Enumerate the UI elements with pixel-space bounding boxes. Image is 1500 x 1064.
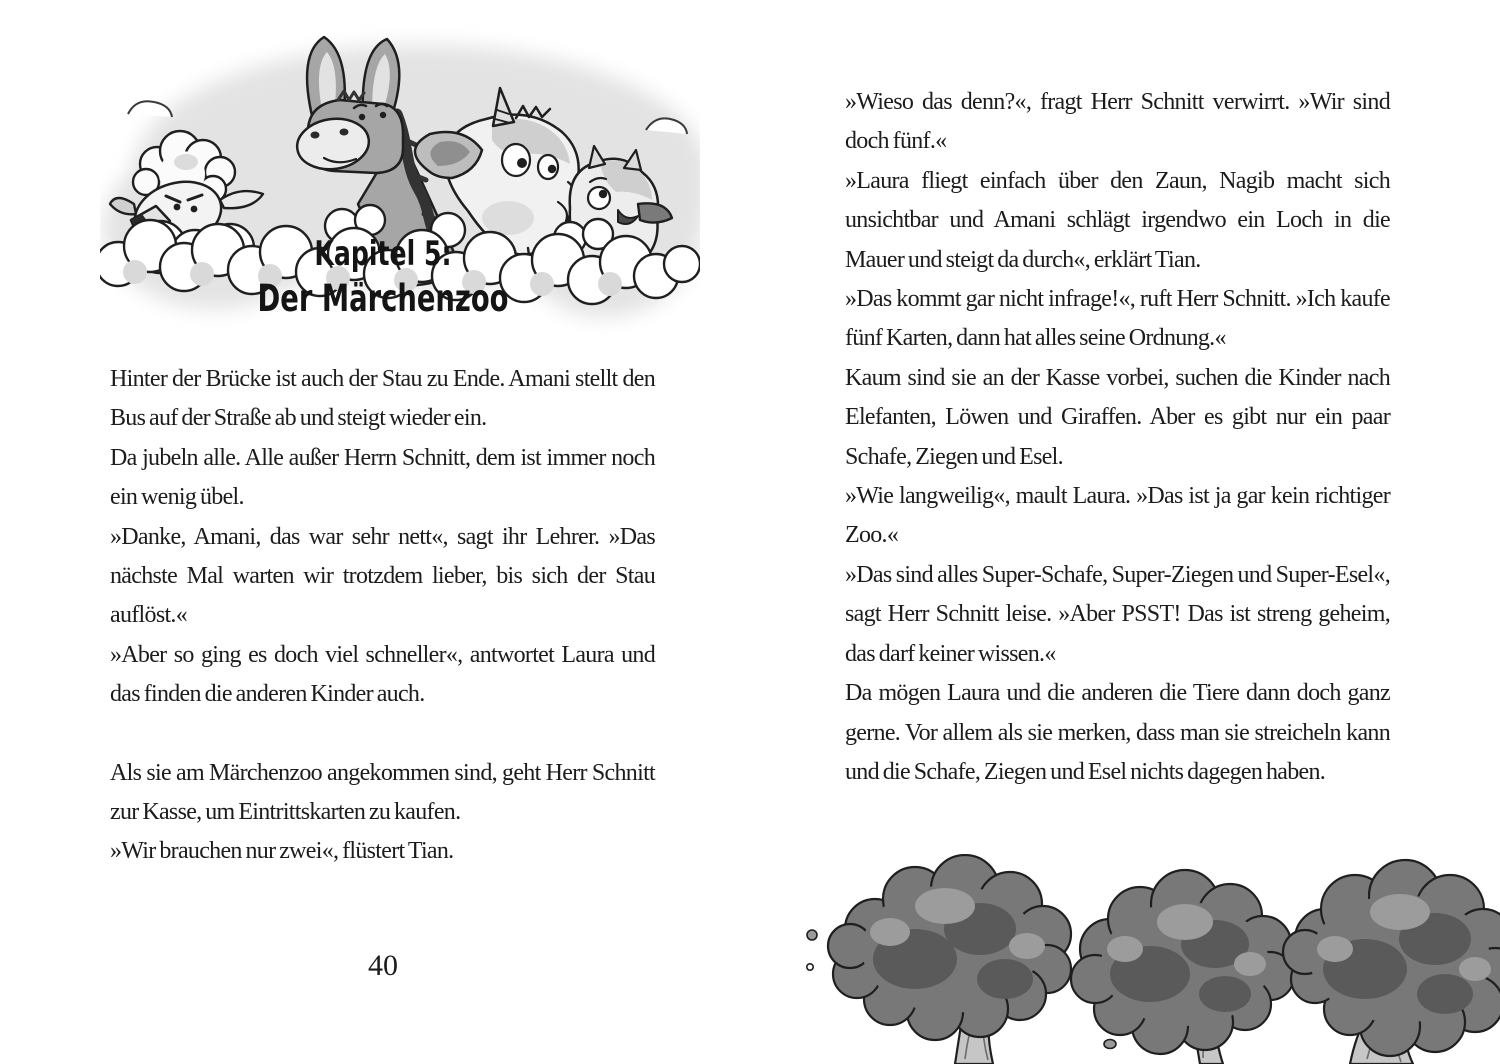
paragraph: »Das kommt gar nicht infrage!«, ruft Herr Schnitt. »Ich kaufe fünf Karten, dann hat alles seine Ordnung.« — [845, 286, 1390, 352]
paragraph: »Laura fliegt einfach über den Zaun, Nagib macht sich unsichtbar und Amani schlägt irgendwo ein Loch in die Mauer und steigt da durch«, erklärt Tian. — [845, 167, 1390, 273]
paragraph: »Wir brauchen nur zwei«, flüstert Tian. — [110, 838, 454, 865]
paragraph: »Wieso das denn?«, fragt Herr Schnitt verwirrt. »Wir sind doch fünf.« — [845, 89, 1390, 155]
paragraph: »Das sind alles Super-Schafe, Super-Ziegen und Super-Esel«, sagt Herr Schnitt leise. »Aber PSST! Das ist streng geheim, das darf keiner wissen.« — [845, 561, 1390, 667]
paragraph: Da mögen Laura und die anderen die Tiere dann doch ganz gerne. Vor allem als sie merken, dass man sie streicheln kann und die Schafe, Ziegen und Esel nichts dagegen haben. — [845, 680, 1390, 785]
trees-illustration — [795, 854, 1500, 1064]
paragraph-gap — [110, 715, 655, 754]
page-number: 40 — [368, 949, 398, 982]
paragraph: »Aber so ging es doch viel schneller«, antwortet Laura und das finden die anderen Kinder auch. — [110, 641, 655, 708]
chapter-heading — [110, 232, 656, 322]
paragraph: Hinter der Brücke ist auch der Stau zu Ende. Amani stellt den Bus auf der Straße ab und steigt wieder ein. — [110, 366, 655, 432]
left-page-text — [110, 360, 655, 872]
paragraph: Da jubeln alle. Alle außer Herrn Schnitt, dem ist immer noch ein wenig übel. — [110, 444, 655, 511]
paragraph: »Wie langweilig«, mault Laura. »Das ist ja gar kein richtiger Zoo.« — [845, 483, 1390, 549]
tree-left — [828, 855, 1071, 1064]
chapter-number: Kapitel 5: — [314, 234, 452, 274]
paragraph: »Danke, Amani, das war sehr nett«, sagt ihr Lehrer. »Das nächste Mal warten wir trotzdem lieber, bis sich der Stau auflöst.« — [110, 523, 655, 629]
tree-right — [1283, 860, 1500, 1064]
right-page-text — [845, 83, 1390, 792]
tree-middle — [1071, 870, 1294, 1064]
chapter-title: Der Märchenzoo — [257, 277, 509, 320]
paragraph: Als sie am Märchenzoo angekommen sind, geht Herr Schnitt zur Kasse, um Eintrittskarten zu kaufen. — [110, 759, 655, 826]
paragraph: Kaum sind sie an der Kasse vorbei, suchen die Kinder nach Elefanten, Löwen und Giraffen. Aber es gibt nur ein paar Schafe, Ziegen und Esel. — [845, 364, 1390, 470]
